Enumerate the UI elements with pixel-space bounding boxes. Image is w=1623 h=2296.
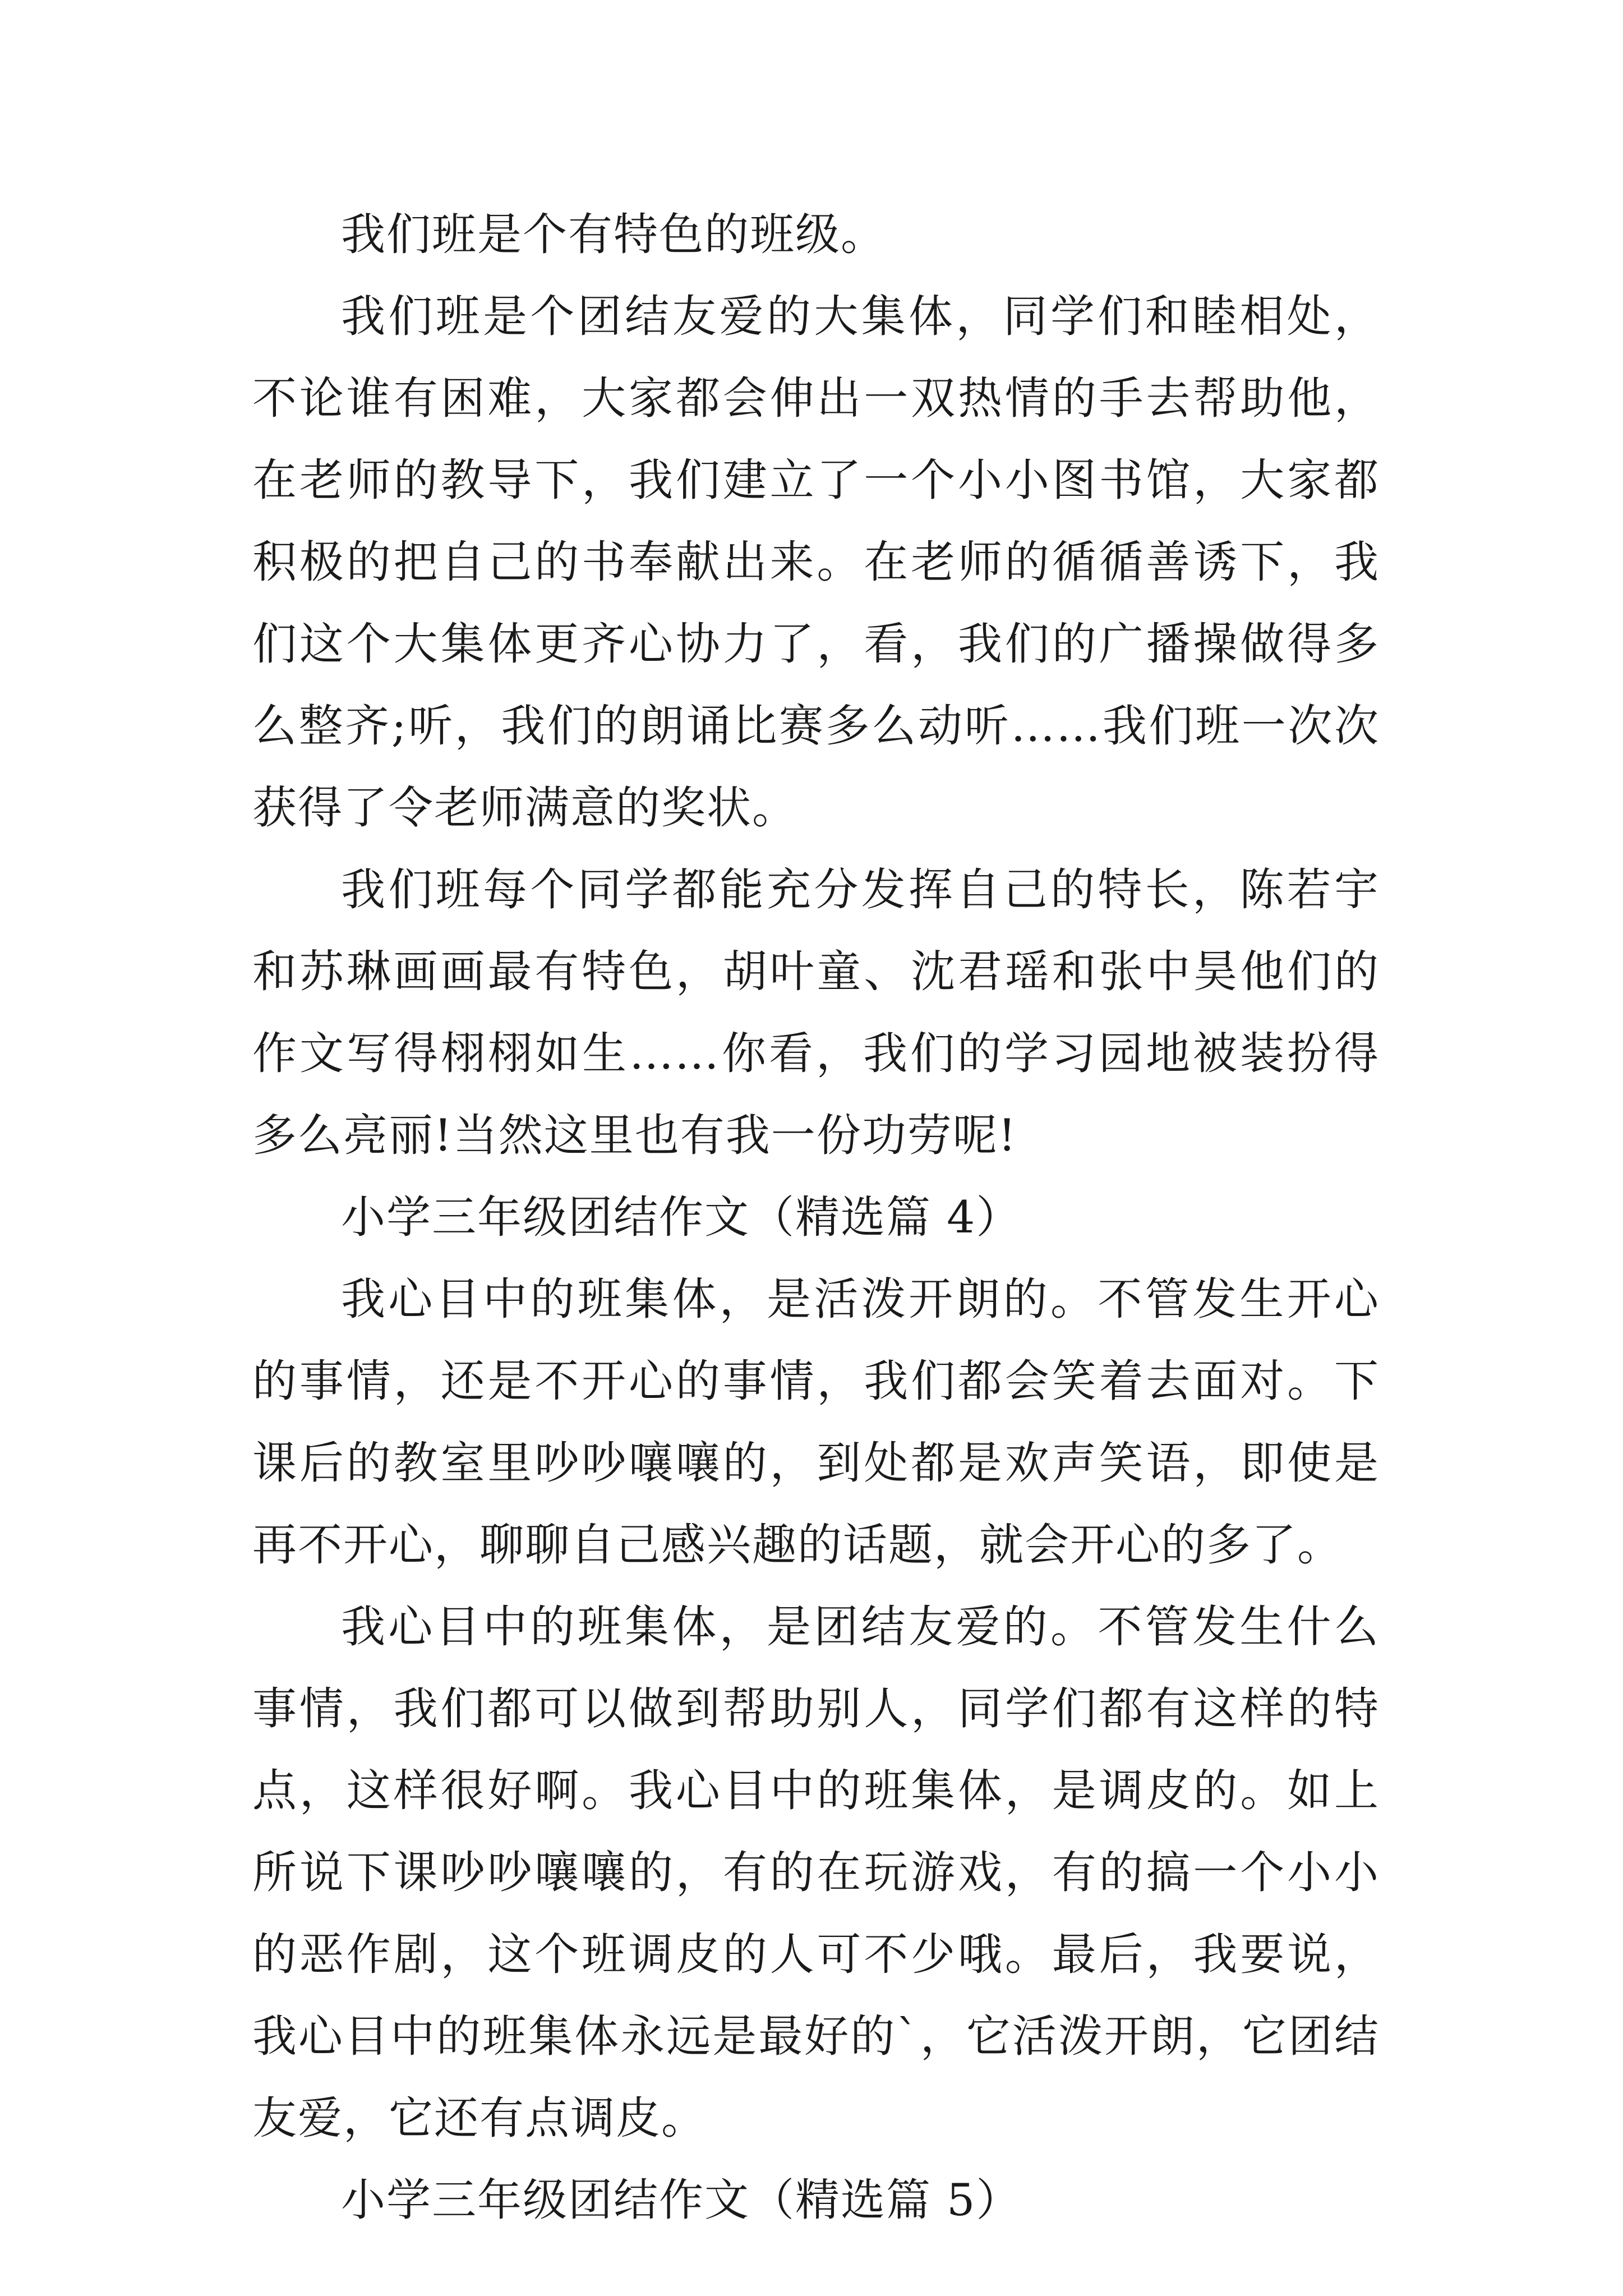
paragraph-class-special: 我们班是个有特色的班级。: [341, 209, 886, 260]
document-body: [252, 194, 1380, 2241]
paragraph-lively-class: 我心目中的班集体，是活泼开朗的。不管发生开心的事情，还是不开心的事情，我们都会笑着去面对。下课后的教室里吵吵嚷嚷的，到处都是欢声笑语，即使是再不开心，聊聊自己感兴趣的话题，就会开心的多了。: [252, 1273, 1380, 1571]
section-heading-4: 小学三年级团结作文（精选篇 4）: [341, 1191, 1022, 1243]
section-heading-5: 小学三年级团结作文（精选篇 5）: [341, 2174, 1022, 2226]
paragraph-class-unity: 我们班是个团结友爱的大集体，同学们和睦相处，不论谁有困难，大家都会伸出一双热情的手去帮助他，在老师的教导下，我们建立了一个小小图书馆，大家都积极的把自己的书奉献出来。在老师的循循善诱下，我们这个大集体更齐心协力了，看，我们的广播操做得多么整齐;听，我们的朗诵比赛多么动听……我们班一次次获得了令老师满意的奖状。: [252, 291, 1380, 834]
paragraph-united-class: 我心目中的班集体，是团结友爱的。不管发生什么事情，我们都可以做到帮助别人，同学们都有这样的特点，这样很好啊。我心目中的班集体，是调皮的。如上所说下课吵吵嚷嚷的，有的在玩游戏，有的搞一个小小的恶作剧，这个班调皮的人可不少哦。最后，我要说，我心目中的班集体永远是最好的`，它活泼开朗，它团结友爱，它还有点调皮。: [252, 1601, 1380, 2144]
paragraph-class-talents: 我们班每个同学都能充分发挥自己的特长，陈若宇和苏琳画画最有特色，胡叶童、沈君瑶和张中昊他们的作文写得栩栩如生……你看，我们的学习园地被装扮得多么亮丽!当然这里也有我一份功劳呢!: [252, 864, 1380, 1161]
